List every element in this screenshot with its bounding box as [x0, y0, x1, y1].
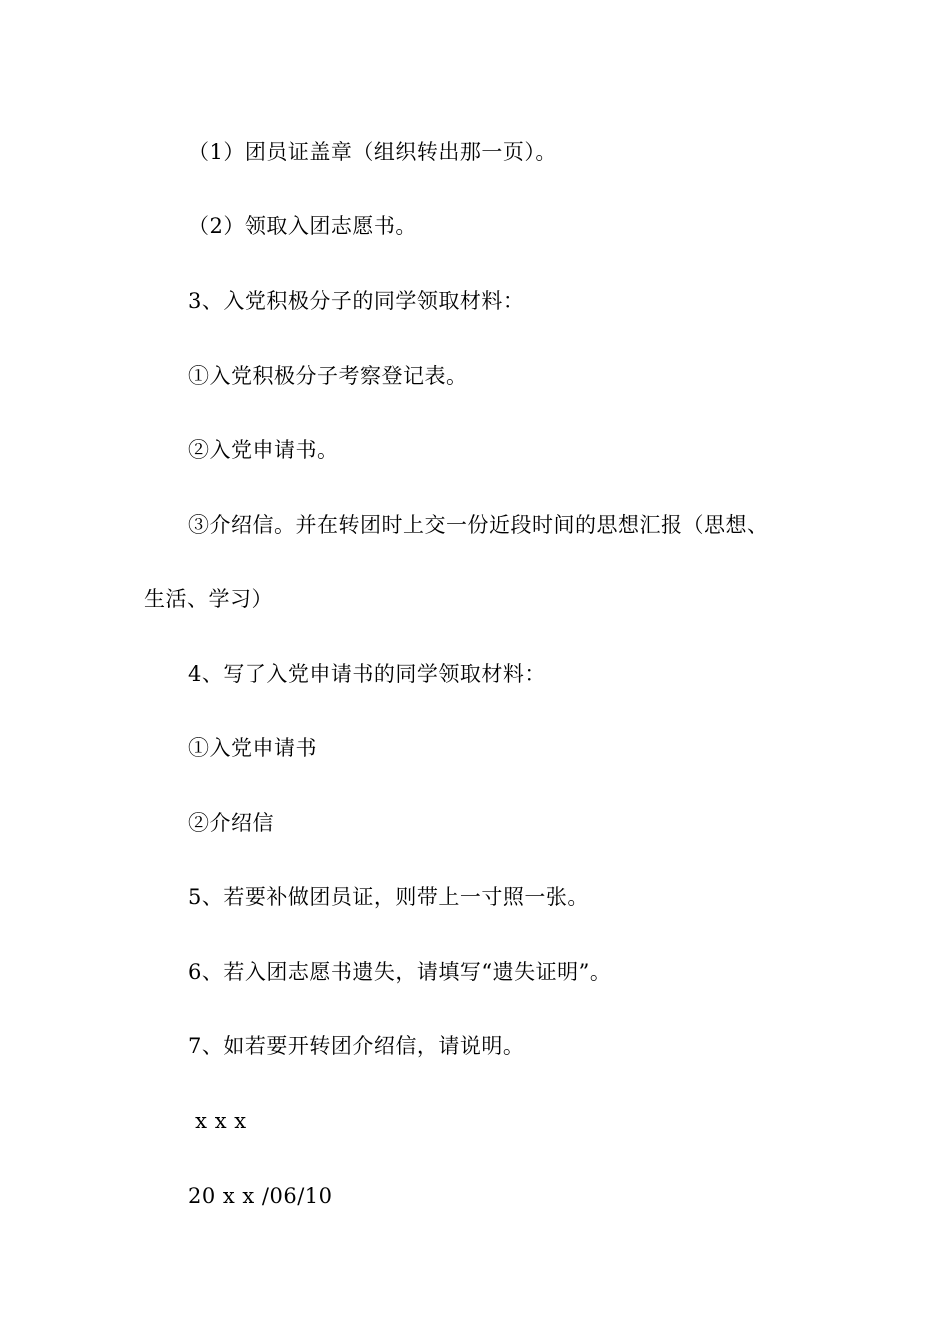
section-heading-4: 4、写了入党申请书的同学领取材料： [188, 662, 546, 686]
section-heading-3: 3、入党积极分子的同学领取材料： [188, 289, 525, 313]
document-date: 20 x x /06/10 [188, 1184, 333, 1208]
list-item-3-2: ②入党申请书。 [188, 438, 339, 462]
list-item-3-3: ③介绍信。并在转团时上交一份近段时间的思想汇报（思想、 [188, 513, 769, 537]
list-item-4-2: ②介绍信 [188, 811, 274, 835]
list-item-3-1: ①入党积极分子考察登记表。 [188, 364, 468, 388]
section-item-6: 6、若入团志愿书遗失，请填写“遗失证明”。 [188, 960, 612, 984]
list-item-4-1: ①入党申请书 [188, 736, 317, 760]
signature-name: x x x [188, 1109, 247, 1133]
paragraph-line-1: （1）团员证盖章（组织转出那一页）。 [188, 140, 557, 164]
section-item-5: 5、若要补做团员证，则带上一寸照一张。 [188, 885, 589, 909]
paragraph-line-2: （2）领取入团志愿书。 [188, 214, 417, 238]
list-item-3-3-continued: 生活、学习） [144, 587, 273, 611]
section-item-7: 7、如若要开转团介绍信，请说明。 [188, 1034, 525, 1058]
